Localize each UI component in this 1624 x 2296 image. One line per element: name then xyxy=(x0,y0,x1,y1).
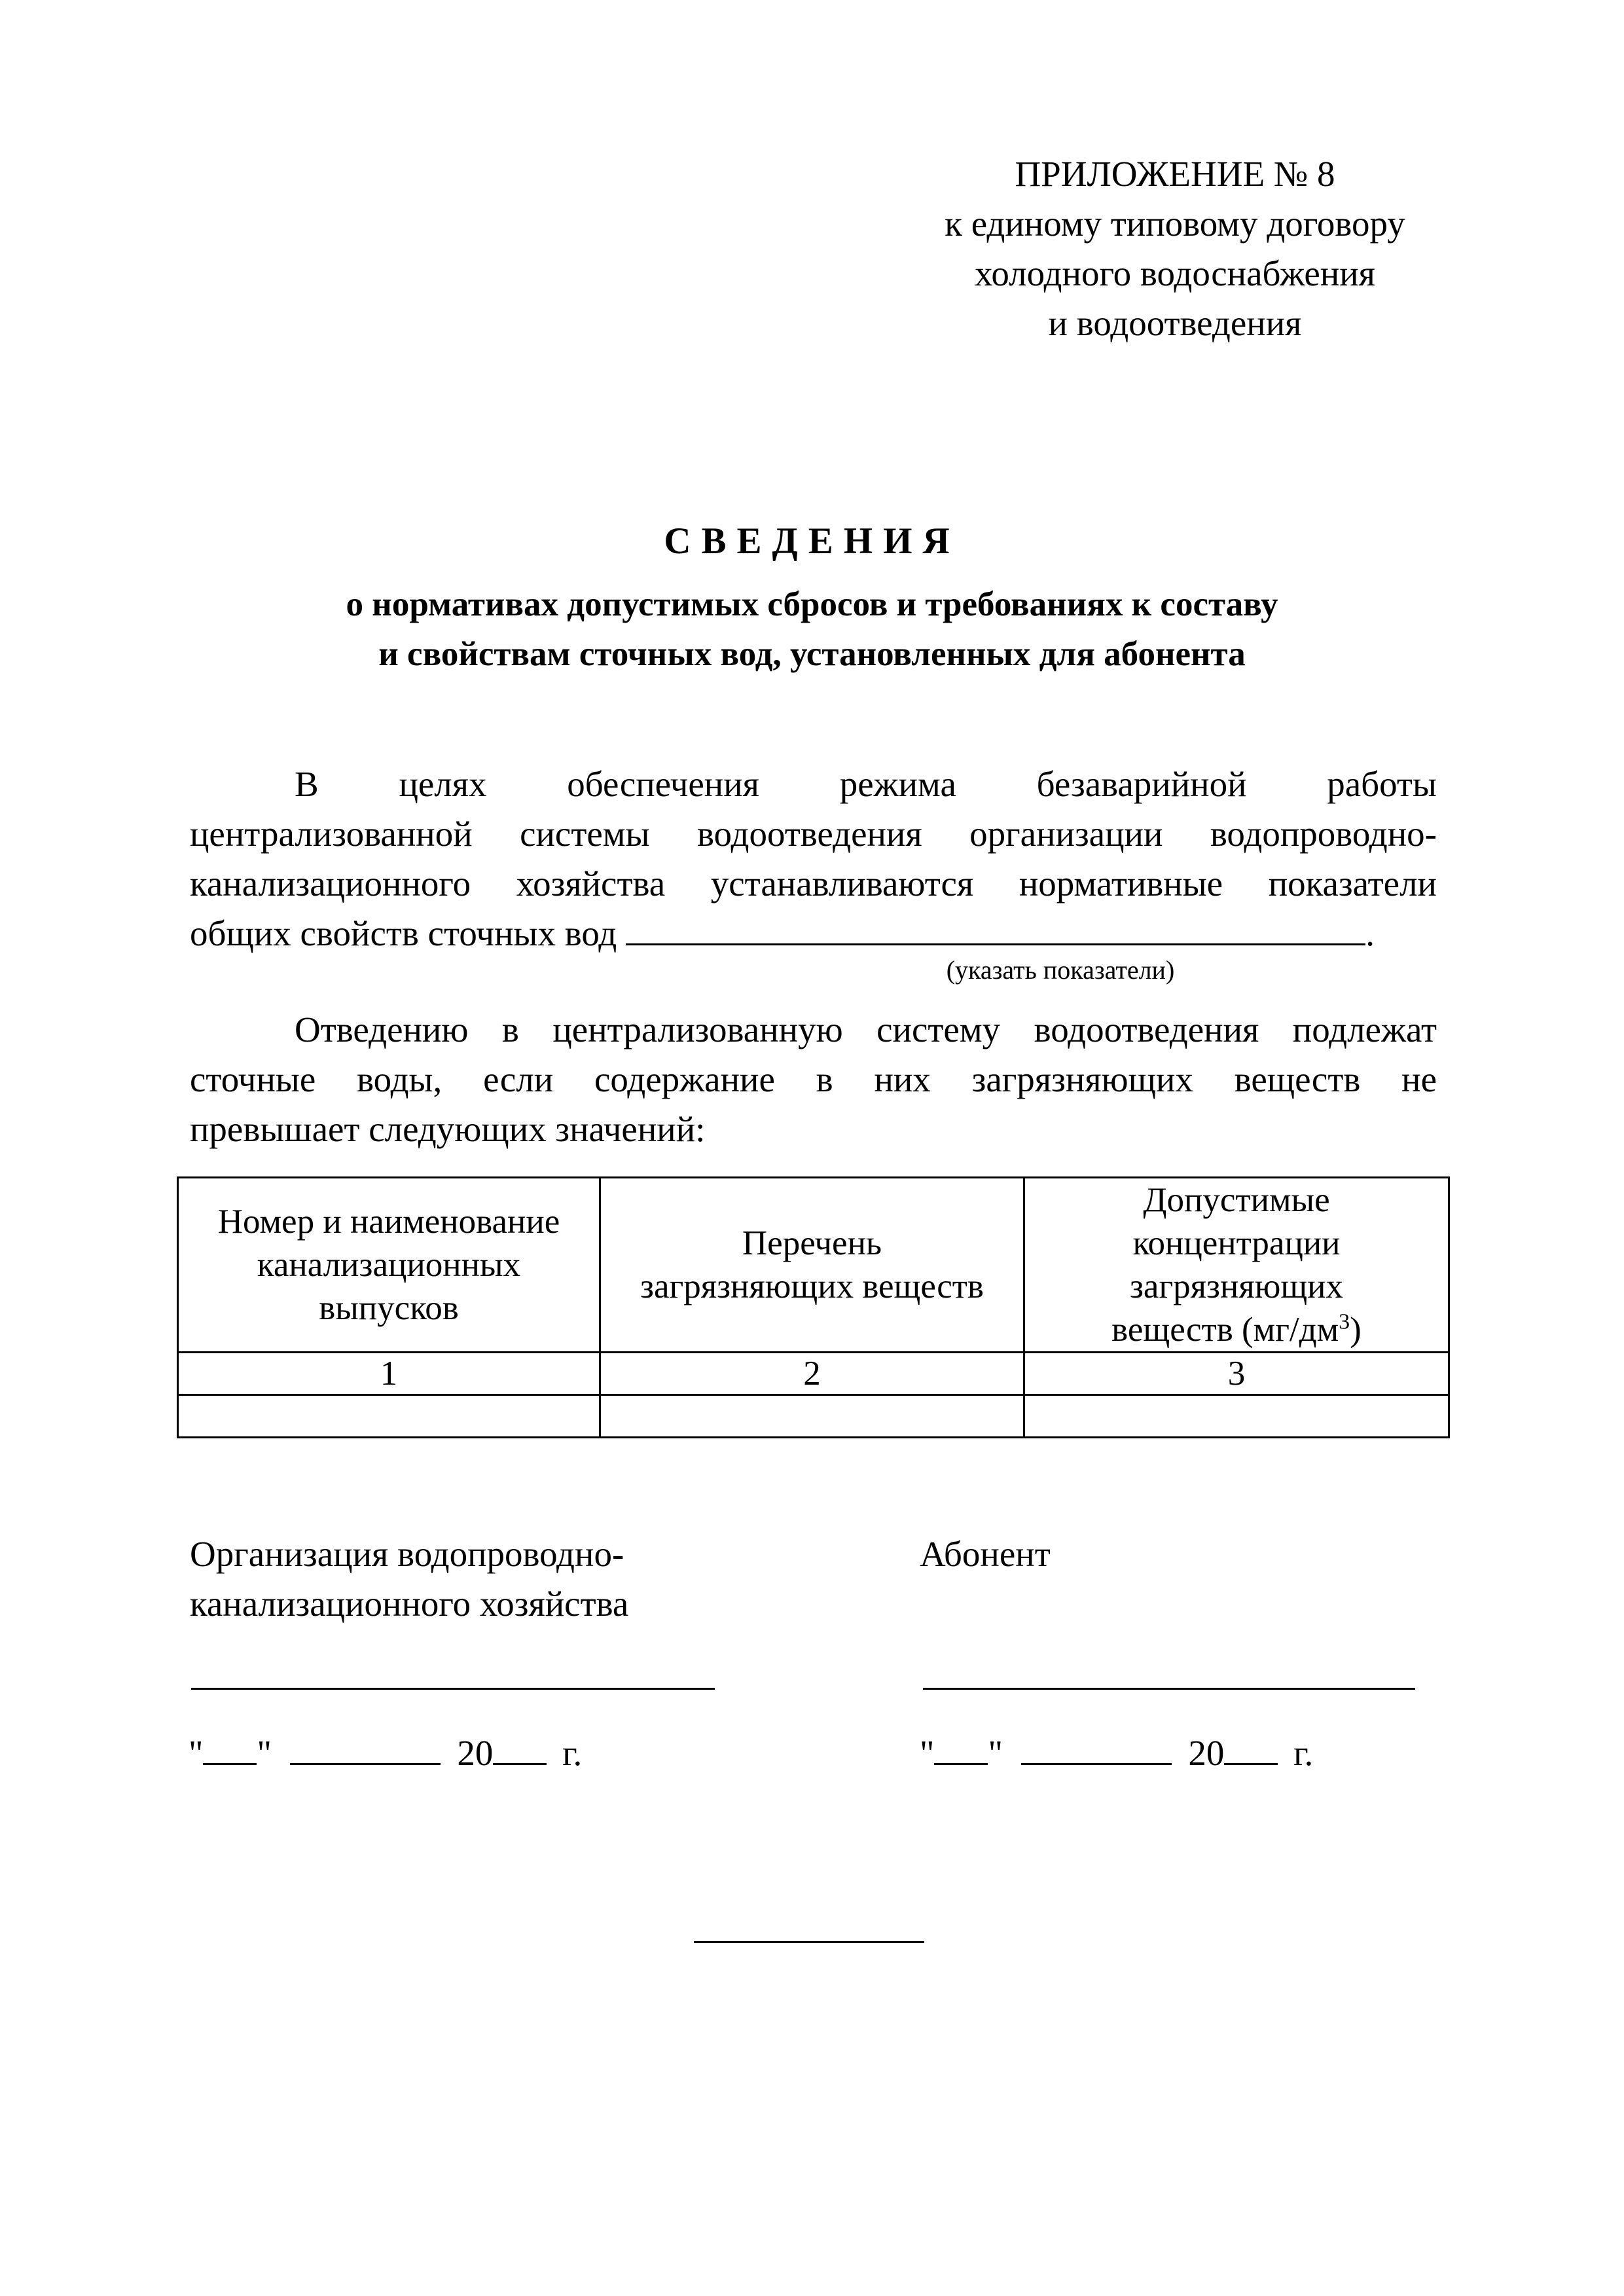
word: режима xyxy=(839,764,956,804)
word: веществ xyxy=(1234,1059,1361,1099)
subscriber-signature-line[interactable] xyxy=(923,1688,1415,1690)
month-blank[interactable] xyxy=(290,1732,441,1765)
paragraph-line xyxy=(190,759,1437,809)
table-row xyxy=(178,1395,1449,1438)
word: загрязняющих xyxy=(971,1059,1193,1099)
appendix-line: холодного водоснабжения xyxy=(975,253,1375,293)
word: устанавливаются xyxy=(710,864,974,903)
day-blank[interactable] xyxy=(934,1732,988,1765)
paragraph-line xyxy=(190,909,1437,958)
signature-label: Организация водопроводно- xyxy=(190,1534,624,1574)
document-subtitle xyxy=(0,579,1624,679)
word: обеспечения xyxy=(567,764,759,804)
year-blank[interactable] xyxy=(1224,1732,1278,1765)
table-cell-input[interactable] xyxy=(600,1395,1024,1438)
appendix-line: к единому типовому договору xyxy=(945,204,1405,244)
word: системы xyxy=(520,814,650,854)
word: не xyxy=(1401,1059,1437,1099)
appendix-line: и водоотведения xyxy=(1048,303,1302,343)
word: централизованной xyxy=(190,814,473,854)
end-separator-line xyxy=(694,1941,924,1943)
appendix-header xyxy=(903,149,1447,348)
signature-block-organization xyxy=(190,1529,779,1629)
paragraph-line xyxy=(190,809,1437,859)
word: систему xyxy=(876,1010,1001,1049)
paragraph-discharge xyxy=(190,1005,1437,1154)
word: содержание xyxy=(594,1059,775,1099)
pollutants-table xyxy=(177,1176,1450,1438)
word: водоотведения xyxy=(696,814,922,854)
subtitle-line: и свойствам сточных вод, установленных для абонента xyxy=(378,635,1246,673)
table-number-row xyxy=(178,1353,1449,1395)
organization-signature-line[interactable] xyxy=(191,1688,715,1690)
word: Отведению xyxy=(295,1010,469,1049)
paragraph-line xyxy=(190,1055,1437,1104)
column-number: 1 xyxy=(178,1353,600,1395)
word: если xyxy=(483,1059,554,1099)
header-outlets: Номер и наименование канализационных выпусков xyxy=(178,1178,600,1353)
word: воды, xyxy=(357,1059,442,1099)
word: целях xyxy=(399,764,487,804)
word: сточные xyxy=(190,1059,316,1099)
paragraph-line: превышает следующих значений: xyxy=(190,1109,706,1149)
header-substances: Перечень загрязняющих веществ xyxy=(600,1178,1024,1353)
column-number: 3 xyxy=(1024,1353,1449,1395)
word: В xyxy=(295,764,319,804)
subscriber-date: " " 20 г. xyxy=(920,1733,1314,1773)
indicators-hint: (указать показатели) xyxy=(946,955,1175,985)
line-text: общих свойств сточных вод xyxy=(190,913,617,953)
word: хозяйства xyxy=(516,864,666,903)
word: подлежат xyxy=(1292,1010,1437,1049)
table-header-row xyxy=(178,1178,1449,1353)
word: водоотведения xyxy=(1034,1010,1259,1049)
word: канализационного xyxy=(190,864,471,903)
paragraph-norms xyxy=(190,759,1437,958)
indicators-blank-field[interactable] xyxy=(626,909,1365,945)
subtitle-line: о нормативах допустимых сбросов и требованиях к составу xyxy=(346,585,1278,623)
word: в xyxy=(816,1059,833,1099)
year-blank[interactable] xyxy=(493,1732,547,1765)
table-cell-input[interactable] xyxy=(1024,1395,1449,1438)
table-cell-input[interactable] xyxy=(178,1395,600,1438)
day-blank[interactable] xyxy=(203,1732,257,1765)
period: . xyxy=(1365,913,1375,953)
word: безаварийной xyxy=(1036,764,1247,804)
paragraph-line xyxy=(190,859,1437,909)
word: централизованную xyxy=(552,1010,843,1049)
word: водопроводно- xyxy=(1210,814,1437,854)
word: в xyxy=(501,1010,519,1049)
word: нормативные xyxy=(1019,864,1223,903)
signature-label: канализационного хозяйства xyxy=(190,1584,629,1624)
appendix-title: ПРИЛОЖЕНИЕ № 8 xyxy=(1015,154,1335,194)
signature-label: Абонент xyxy=(920,1534,1051,1574)
header-concentrations: Допустимые концентрации загрязняющих веществ $(мг/дм^3)$ xyxy=(1024,1178,1449,1353)
word: работы xyxy=(1327,764,1437,804)
organization-date: " " 20 г. xyxy=(189,1733,583,1773)
paragraph-line xyxy=(190,1005,1437,1055)
signature-block-subscriber xyxy=(920,1529,1443,1579)
month-blank[interactable] xyxy=(1021,1732,1172,1765)
word: них xyxy=(874,1059,931,1099)
column-number: 2 xyxy=(600,1353,1024,1395)
word: организации xyxy=(969,814,1163,854)
word: показатели xyxy=(1268,864,1437,903)
document-title: СВЕДЕНИЯ xyxy=(664,520,960,562)
